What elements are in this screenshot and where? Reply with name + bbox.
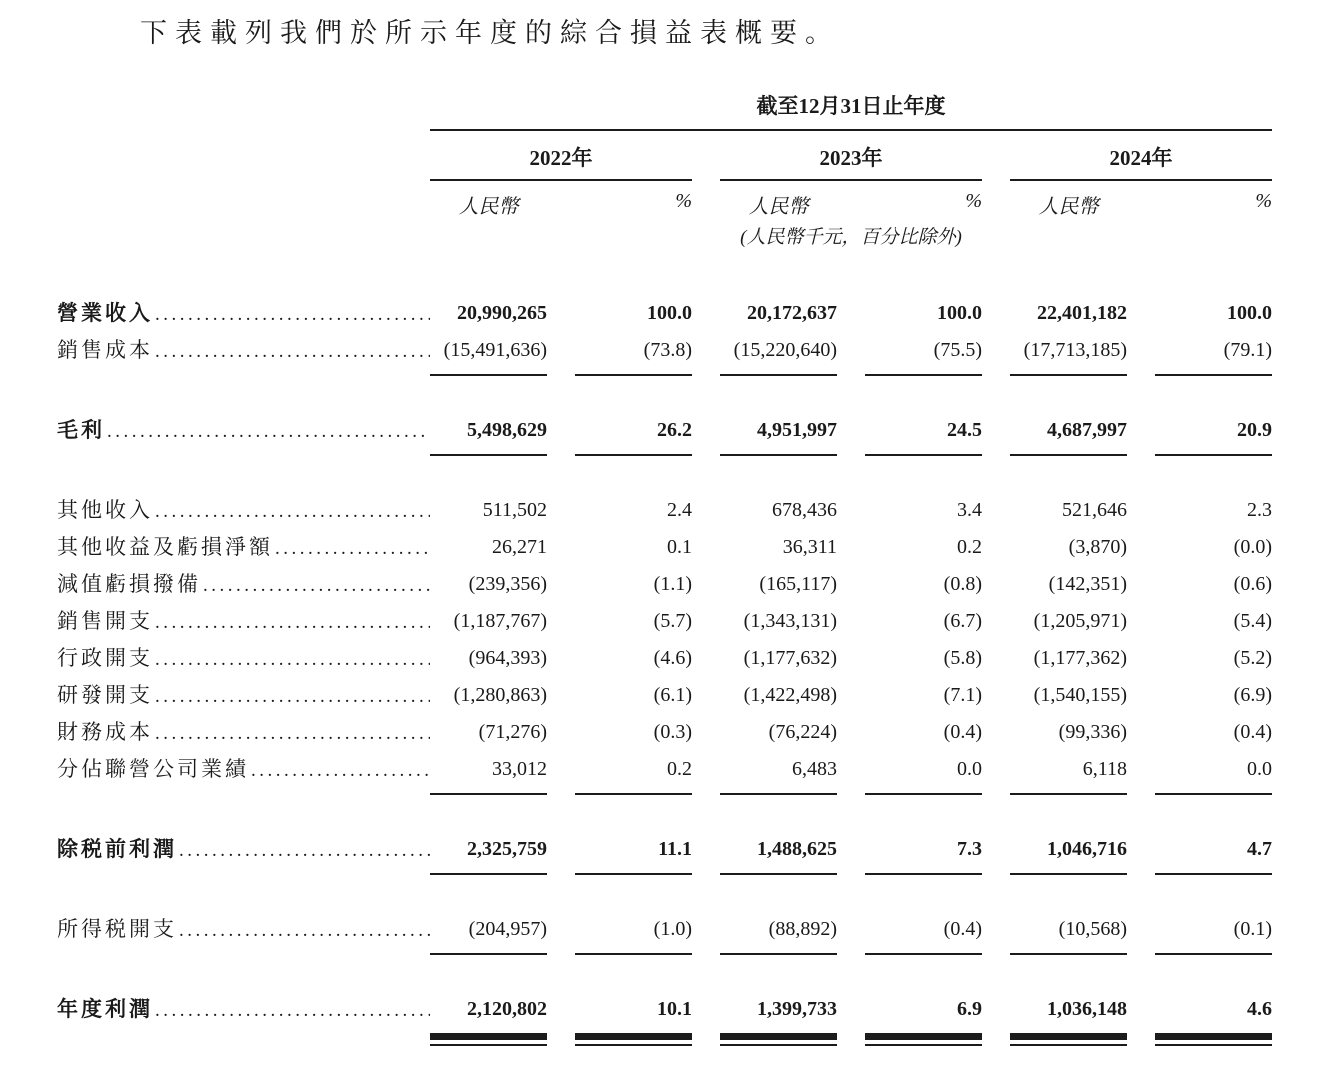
table-row	[57, 529, 1272, 566]
rule-label-spacer	[57, 1033, 430, 1046]
value-cell-percent: (0.0)	[1233, 536, 1272, 558]
value-cell-rmb: 20,990,265	[457, 302, 547, 324]
value-cell-rmb: (3,870)	[1068, 536, 1127, 558]
value-cell-percent: 6.9	[957, 998, 982, 1020]
row-label-cell	[57, 412, 430, 449]
year-header-2024: 2024年	[1010, 131, 1272, 181]
row-label: 財務成本	[57, 720, 153, 744]
subheader-row	[430, 181, 1272, 219]
row-label-cell	[57, 603, 430, 640]
value-cell-rmb: 4,687,997	[1047, 419, 1127, 441]
subheader-group-2024	[1010, 190, 1272, 219]
value-cell-rmb: (1,343,131)	[743, 610, 837, 632]
column-underline	[720, 873, 837, 875]
column-underline	[1010, 873, 1127, 875]
percent-header: %	[965, 190, 982, 212]
subheader-group-2023	[720, 190, 982, 219]
row-label: 銷售開支	[57, 609, 153, 633]
row-label: 年度利潤	[57, 997, 153, 1021]
row-label: 其他收入	[57, 498, 153, 522]
value-cell-rmb: (10,568)	[1058, 918, 1127, 940]
year-header-2022: 2022年	[430, 131, 692, 181]
value-cell-percent: (0.4)	[1233, 721, 1272, 743]
column-underline	[575, 793, 692, 795]
table-row	[57, 332, 1272, 369]
value-cell-rmb: 2,325,759	[467, 838, 547, 860]
value-cell-percent: (6.7)	[943, 610, 982, 632]
value-cell-rmb: 511,502	[482, 499, 547, 521]
single-rule-row	[57, 873, 1272, 875]
value-cell-rmb: (1,422,498)	[743, 684, 837, 706]
row-group-spacer	[57, 456, 1272, 492]
value-cell-rmb: (17,713,185)	[1023, 339, 1127, 361]
column-underline	[1155, 793, 1272, 795]
dot-leader	[251, 752, 430, 788]
row-label-cell	[57, 332, 430, 369]
row-label-cell	[57, 911, 430, 948]
table-row	[57, 831, 1272, 868]
row-group-spacer	[57, 875, 1272, 911]
column-underline	[720, 1033, 837, 1046]
column-underline	[720, 454, 837, 456]
value-cell-rmb: 521,646	[1062, 499, 1127, 521]
table-row	[57, 566, 1272, 603]
value-cell-rmb: (15,220,640)	[733, 339, 837, 361]
value-cell-rmb: (964,393)	[468, 647, 547, 669]
rule-label-spacer	[57, 873, 430, 875]
column-underline	[1155, 873, 1272, 875]
value-cell-rmb: (76,224)	[768, 721, 837, 743]
value-cell-percent: 4.7	[1247, 838, 1272, 860]
column-underline	[575, 374, 692, 376]
row-label: 行政開支	[57, 646, 153, 670]
row-label: 研發開支	[57, 683, 153, 707]
unit-note: (人民幣千元，百分比除外)	[740, 227, 962, 248]
value-cell-percent: 2.4	[667, 499, 692, 521]
dot-leader	[155, 641, 430, 677]
table-body	[57, 295, 1272, 1046]
column-underline	[1010, 1033, 1127, 1046]
row-label-cell	[57, 295, 430, 332]
value-cell-percent: 0.0	[1247, 758, 1272, 780]
year-header-2023: 2023年	[720, 131, 982, 181]
column-underline	[1155, 953, 1272, 955]
row-label-cell	[57, 566, 430, 603]
year-header-row	[430, 131, 1272, 181]
column-underline	[865, 793, 982, 795]
dot-leader	[155, 296, 430, 332]
value-cell-percent: (79.1)	[1223, 339, 1272, 361]
value-cell-rmb: 1,399,733	[757, 998, 837, 1020]
value-cell-rmb: 5,498,629	[467, 419, 547, 441]
income-statement-table	[57, 90, 1272, 1046]
dot-leader	[155, 678, 430, 714]
value-cell-percent: 10.1	[657, 998, 692, 1020]
column-underline	[430, 454, 547, 456]
value-cell-percent: (73.8)	[643, 339, 692, 361]
row-label-cell	[57, 640, 430, 677]
value-cell-percent: (7.1)	[943, 684, 982, 706]
value-cell-percent: (0.4)	[943, 918, 982, 940]
row-label: 其他收益及虧損淨額	[57, 535, 273, 559]
column-underline	[1155, 1033, 1272, 1046]
value-cell-percent: (4.6)	[653, 647, 692, 669]
table-row	[57, 991, 1272, 1028]
value-cell-rmb: (88,892)	[768, 918, 837, 940]
single-rule-row	[57, 374, 1272, 376]
value-cell-percent: (0.8)	[943, 573, 982, 595]
value-cell-percent: (75.5)	[933, 339, 982, 361]
value-cell-rmb: (1,187,767)	[453, 610, 547, 632]
value-cell-percent: (0.1)	[1233, 918, 1272, 940]
intro-text: 下表載列我們於所示年度的綜合損益表概要。	[140, 18, 840, 48]
dot-leader	[155, 992, 430, 1028]
dot-leader	[275, 530, 430, 566]
value-cell-rmb: (1,205,971)	[1033, 610, 1127, 632]
value-cell-percent: 4.6	[1247, 998, 1272, 1020]
column-underline	[575, 1033, 692, 1046]
column-underline	[1155, 454, 1272, 456]
period-span-header: 截至12月31日止年度	[430, 90, 1272, 131]
column-underline	[1010, 953, 1127, 955]
row-label: 分佔聯營公司業績	[57, 757, 249, 781]
row-label-cell	[57, 831, 430, 868]
value-cell-percent: 24.5	[947, 419, 982, 441]
row-label-cell	[57, 677, 430, 714]
row-label: 銷售成本	[57, 338, 153, 362]
value-cell-rmb: 36,311	[782, 536, 837, 558]
rule-label-spacer	[57, 793, 430, 795]
table-row	[57, 751, 1272, 788]
currency-header: 人民幣	[748, 196, 809, 218]
column-underline	[430, 953, 547, 955]
value-cell-percent: 0.2	[667, 758, 692, 780]
rule-label-spacer	[57, 953, 430, 955]
value-cell-percent: (1.1)	[653, 573, 692, 595]
column-underline	[865, 953, 982, 955]
table-row	[57, 492, 1272, 529]
column-underline	[865, 374, 982, 376]
single-rule-row	[57, 793, 1272, 795]
double-rule-row	[57, 1033, 1272, 1046]
table-row	[57, 714, 1272, 751]
value-cell-rmb: 33,012	[492, 758, 547, 780]
value-cell-percent: 11.1	[658, 838, 692, 860]
value-cell-rmb: (99,336)	[1058, 721, 1127, 743]
value-cell-rmb: (1,177,362)	[1033, 647, 1127, 669]
value-cell-rmb: (239,356)	[468, 573, 547, 595]
column-underline	[575, 953, 692, 955]
value-cell-percent: (5.8)	[943, 647, 982, 669]
value-cell-percent: 100.0	[1227, 302, 1272, 324]
value-cell-percent: 100.0	[937, 302, 982, 324]
table-row	[57, 412, 1272, 449]
dot-leader	[107, 413, 430, 449]
single-rule-row	[57, 454, 1272, 456]
row-group-spacer	[57, 795, 1272, 831]
row-group-spacer	[57, 376, 1272, 412]
column-underline	[720, 793, 837, 795]
value-cell-percent: (5.2)	[1233, 647, 1272, 669]
column-underline	[720, 374, 837, 376]
column-underline	[865, 1033, 982, 1046]
table-row	[57, 603, 1272, 640]
column-underline	[430, 873, 547, 875]
column-underline	[865, 873, 982, 875]
value-cell-rmb: 2,120,802	[467, 998, 547, 1020]
value-cell-percent: (0.3)	[653, 721, 692, 743]
value-cell-rmb: (15,491,636)	[443, 339, 547, 361]
table-row	[57, 295, 1272, 332]
table-row	[57, 911, 1272, 948]
currency-header: 人民幣	[458, 196, 519, 218]
value-cell-rmb: 1,036,148	[1047, 998, 1127, 1020]
dot-leader	[155, 493, 430, 529]
column-underline	[430, 374, 547, 376]
value-cell-rmb: 22,401,182	[1037, 302, 1127, 324]
column-underline	[575, 873, 692, 875]
single-rule-row	[57, 953, 1272, 955]
row-label-cell	[57, 529, 430, 566]
value-cell-percent: 0.0	[957, 758, 982, 780]
value-cell-rmb: (142,351)	[1048, 573, 1127, 595]
rule-label-spacer	[57, 454, 430, 456]
column-underline	[720, 953, 837, 955]
value-cell-percent: (1.0)	[653, 918, 692, 940]
value-cell-percent: (5.4)	[1233, 610, 1272, 632]
value-cell-percent: (6.9)	[1233, 684, 1272, 706]
value-cell-rmb: 1,488,625	[757, 838, 837, 860]
currency-header: 人民幣	[1038, 196, 1099, 218]
dot-leader	[179, 912, 430, 948]
percent-header: %	[675, 190, 692, 212]
value-cell-rmb: 6,483	[792, 758, 837, 780]
value-cell-rmb: 20,172,637	[747, 302, 837, 324]
value-cell-percent: 20.9	[1237, 419, 1272, 441]
value-cell-rmb: (1,177,632)	[743, 647, 837, 669]
value-cell-percent: (0.6)	[1233, 573, 1272, 595]
value-cell-percent: 0.2	[957, 536, 982, 558]
value-cell-percent: (0.4)	[943, 721, 982, 743]
value-cell-percent: (6.1)	[653, 684, 692, 706]
value-cell-rmb: (71,276)	[478, 721, 547, 743]
value-cell-rmb: (204,957)	[468, 918, 547, 940]
row-label-cell	[57, 492, 430, 529]
dot-leader	[155, 604, 430, 640]
table-row	[57, 677, 1272, 714]
value-cell-percent: 7.3	[957, 838, 982, 860]
value-cell-percent: 0.1	[667, 536, 692, 558]
column-underline	[865, 454, 982, 456]
dot-leader	[155, 715, 430, 751]
value-cell-rmb: (1,540,155)	[1033, 684, 1127, 706]
value-cell-rmb: 678,436	[772, 499, 837, 521]
value-cell-rmb: 1,046,716	[1047, 838, 1127, 860]
percent-header: %	[1255, 190, 1272, 212]
value-cell-percent: 2.3	[1247, 499, 1272, 521]
rule-label-spacer	[57, 374, 430, 376]
value-cell-percent: 3.4	[957, 499, 982, 521]
column-underline	[1010, 454, 1127, 456]
value-cell-percent: 26.2	[657, 419, 692, 441]
dot-leader	[179, 832, 430, 868]
table-row	[57, 640, 1272, 677]
row-label: 除税前利潤	[57, 837, 177, 861]
column-underline	[430, 793, 547, 795]
column-underline	[1010, 793, 1127, 795]
row-label-cell	[57, 714, 430, 751]
column-underline	[1010, 374, 1127, 376]
column-underline	[430, 1033, 547, 1046]
column-underline	[575, 454, 692, 456]
value-cell-rmb: (165,117)	[759, 573, 837, 595]
dot-leader	[155, 333, 430, 369]
subheader-group-2022	[430, 190, 692, 219]
value-cell-percent: 100.0	[647, 302, 692, 324]
dot-leader	[203, 567, 430, 603]
value-cell-rmb: 6,118	[1082, 758, 1127, 780]
value-cell-percent: (5.7)	[653, 610, 692, 632]
row-group-spacer	[57, 955, 1272, 991]
value-cell-rmb: 26,271	[492, 536, 547, 558]
row-label: 營業收入	[57, 301, 153, 325]
row-label: 毛利	[57, 418, 105, 442]
row-label-cell	[57, 751, 430, 788]
value-cell-rmb: (1,280,863)	[453, 684, 547, 706]
value-cell-rmb: 4,951,997	[757, 419, 837, 441]
row-label: 所得税開支	[57, 917, 177, 941]
row-label: 減值虧損撥備	[57, 572, 201, 596]
row-label-cell	[57, 991, 430, 1028]
column-underline	[1155, 374, 1272, 376]
